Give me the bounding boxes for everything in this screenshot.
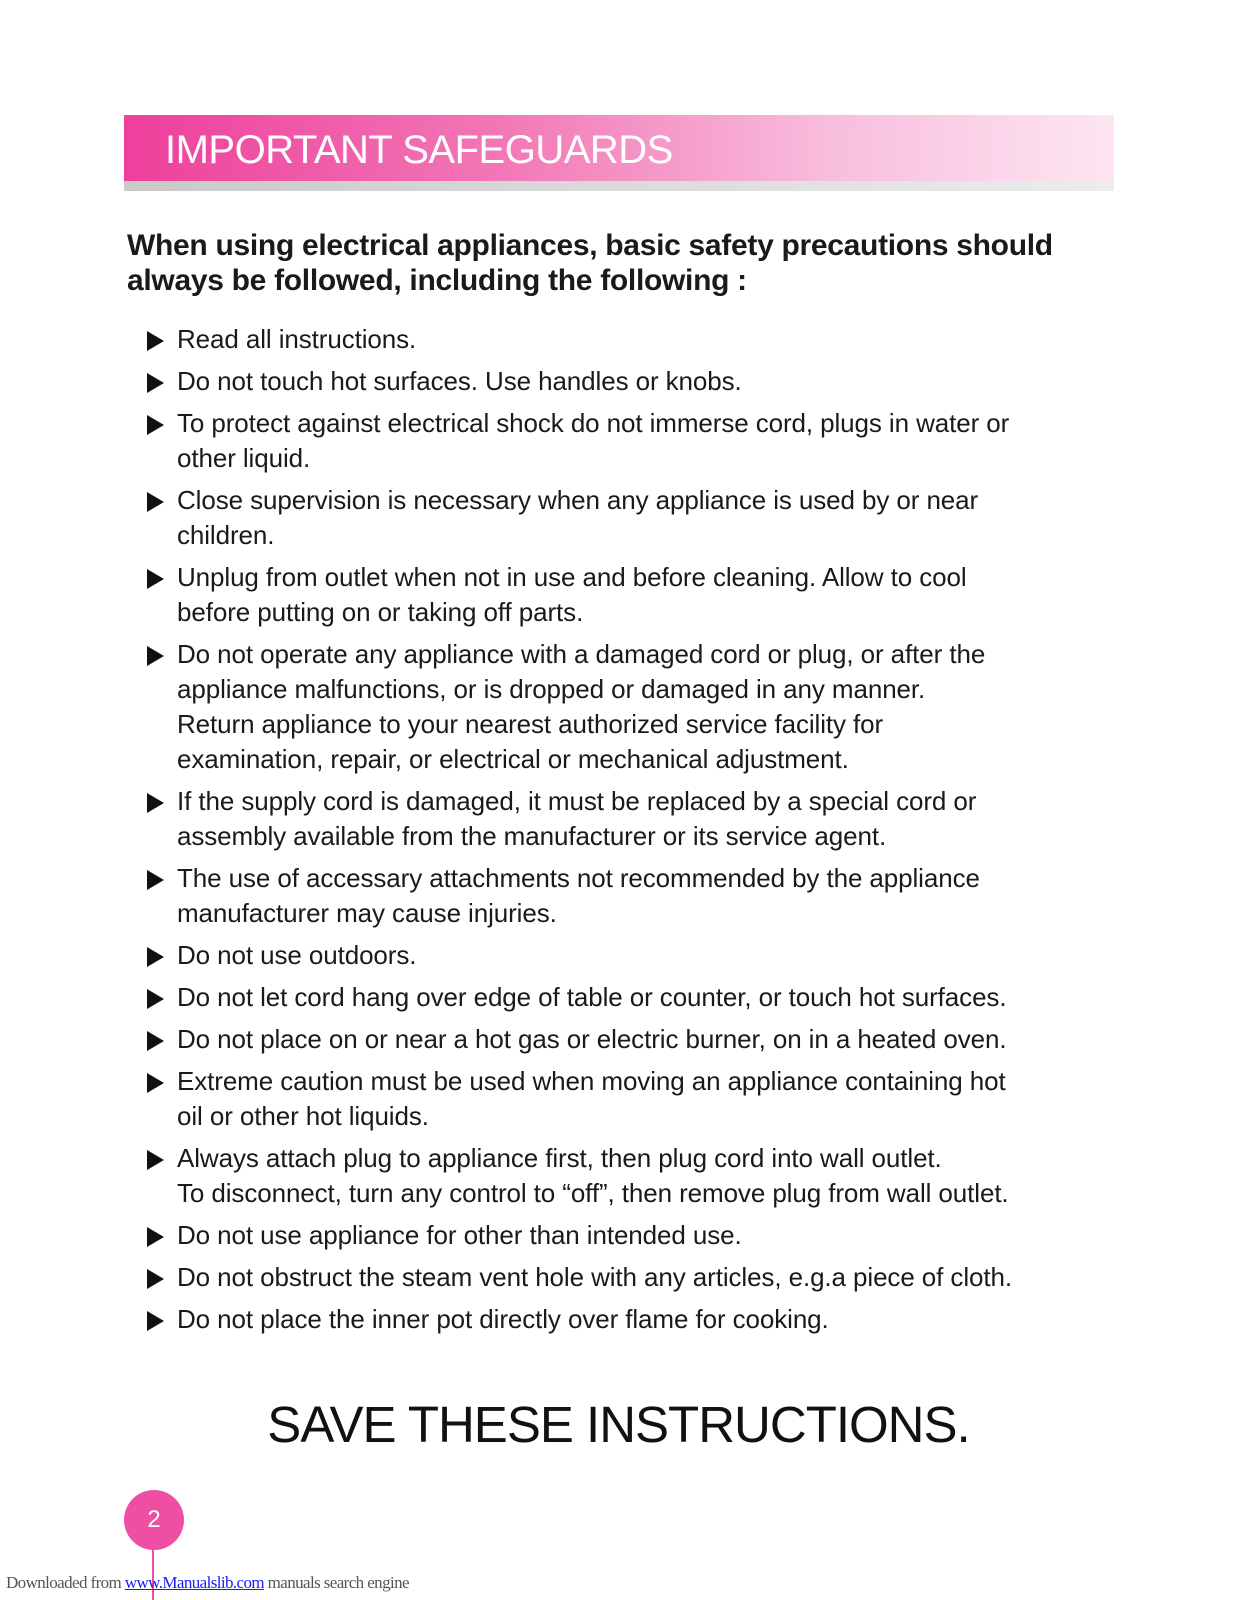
list-item: [145, 1022, 1105, 1057]
triangle-bullet-icon: [147, 373, 164, 393]
list-item: [145, 980, 1105, 1015]
list-item-text: Read all instructions.: [177, 324, 417, 354]
footer-suffix: manuals search engine: [264, 1573, 409, 1592]
list-item-text: If the supply cord is damaged, it must be replaced by a special cord or assembly available from the manufacturer or its service agent.: [177, 786, 977, 851]
triangle-bullet-icon: [147, 646, 164, 666]
intro-paragraph: When using electrical appliances, basic safety precautions should always be followed, including the following :: [127, 229, 1053, 297]
list-item: [145, 483, 1105, 553]
list-item: [145, 1064, 1105, 1134]
list-item-text: Always attach plug to appliance first, then plug cord into wall outlet. To disconnect, turn any control to “off”, then remove plug from wall outlet.: [177, 1143, 1009, 1208]
list-item-text: To protect against electrical shock do not immerse cord, plugs in water or other liquid.: [177, 408, 1010, 473]
list-item: [145, 1302, 1105, 1337]
download-footer: [6, 1573, 409, 1593]
page-number: 2: [124, 1490, 184, 1550]
safeguards-list: [145, 322, 1105, 1344]
list-item: [145, 1260, 1105, 1295]
list-item: [145, 938, 1105, 973]
list-item-text: Extreme caution must be used when moving an appliance containing hot oil or other hot liquids.: [177, 1066, 1006, 1131]
triangle-bullet-icon: [147, 870, 164, 890]
list-item-text: Do not operate any appliance with a damaged cord or plug, or after the appliance malfunctions, or is dropped or damaged in any manner. Return appliance to your nearest authorized service facility for examination, repair, or electrical or mechanical adjustment.: [177, 639, 986, 774]
list-item: [145, 322, 1105, 357]
triangle-bullet-icon: [147, 569, 164, 589]
triangle-bullet-icon: [147, 331, 164, 351]
triangle-bullet-icon: [147, 1269, 164, 1289]
list-item: [145, 861, 1105, 931]
list-item-text: Do not use appliance for other than intended use.: [177, 1220, 742, 1250]
list-item-text: Unplug from outlet when not in use and before cleaning. Allow to cool before putting on or taking off parts.: [177, 562, 967, 627]
triangle-bullet-icon: [147, 989, 164, 1009]
list-item: [145, 784, 1105, 854]
list-item-text: Do not let cord hang over edge of table or counter, or touch hot surfaces.: [177, 982, 1007, 1012]
triangle-bullet-icon: [147, 415, 164, 435]
list-item-text: Close supervision is necessary when any appliance is used by or near children.: [177, 485, 979, 550]
list-item-text: The use of accessary attachments not recommended by the appliance manufacturer may cause injuries.: [177, 863, 980, 928]
list-item: [145, 406, 1105, 476]
list-item-text: Do not place the inner pot directly over flame for cooking.: [177, 1304, 829, 1334]
list-item: [145, 1218, 1105, 1253]
list-item-text: Do not use outdoors.: [177, 940, 417, 970]
triangle-bullet-icon: [147, 1031, 164, 1051]
triangle-bullet-icon: [147, 947, 164, 967]
header-underline: [124, 181, 1114, 191]
manualslib-link[interactable]: www.Manualslib.com: [124, 1573, 265, 1592]
page-title: IMPORTANT SAFEGUARDS: [165, 128, 673, 172]
list-item-text: Do not touch hot surfaces. Use handles or knobs.: [177, 366, 742, 396]
save-instructions-heading: SAVE THESE INSTRUCTIONS.: [267, 1396, 970, 1453]
triangle-bullet-icon: [147, 1073, 164, 1093]
list-item: [145, 637, 1105, 777]
triangle-bullet-icon: [147, 1227, 164, 1247]
triangle-bullet-icon: [147, 492, 164, 512]
triangle-bullet-icon: [147, 1150, 164, 1170]
list-item-text: Do not place on or near a hot gas or electric burner, on in a heated oven.: [177, 1024, 1007, 1054]
triangle-bullet-icon: [147, 793, 164, 813]
list-item: [145, 1141, 1105, 1211]
list-item-text: Do not obstruct the steam vent hole with any articles, e.g.a piece of cloth.: [177, 1262, 1012, 1292]
footer-prefix: Downloaded from: [6, 1573, 125, 1592]
list-item: [145, 364, 1105, 399]
list-item: [145, 560, 1105, 630]
triangle-bullet-icon: [147, 1311, 164, 1331]
